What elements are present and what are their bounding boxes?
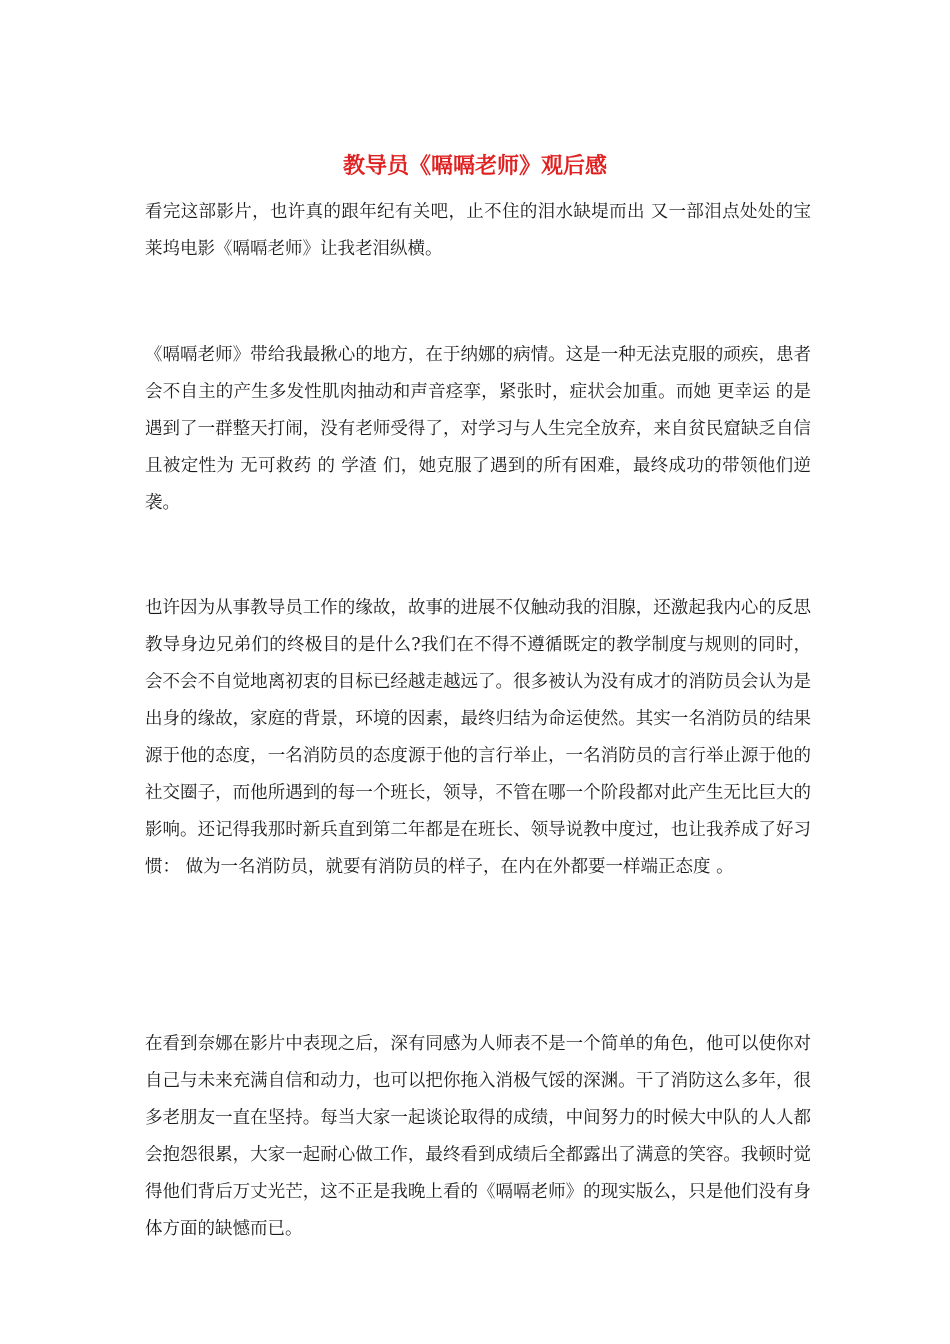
paragraph-3: 也许因为从事教导员工作的缘故，故事的进展不仅触动我的泪腺，还激起我内心的反思 教导身边兄弟们的终极目的是什么?我们在不得不遵循既定的教学制度与规则的同时，会不会不自觉地离初衷的目标已经越走越远了。很多被认为没有成才的消防员会认为是出身的缘故，家庭的背景，环境的因素，最终归结为命运使然。其实一名消防员的结果源于他的态度，一名消防员的态度源于他的言行举止，一名消防员的言行举止源于他的社交圈子，而他所遇到的每一个班长，领导，不管在哪一个阶段都对此产生无比巨大的影响。还记得我那时新兵直到第二年都是在班长、领导说教中度过，也让我养成了好习惯： 做为一名消防员，就要有消防员的样子，在内在外都要一样端正态度 。 <box>145 598 811 877</box>
paragraph-1: 看完这部影片，也许真的跟年纪有关吧，止不住的泪水缺堤而出 又一部泪点处处的宝莱坞电影《嗝嗝老师》让我老泪纵横。 <box>145 202 811 259</box>
paragraph-4: 在看到奈娜在影片中表现之后，深有同感为人师表不是一个简单的角色，他可以使你对自己与未来充满自信和动力，也可以把你拖入消极气馁的深渊。干了消防这么多年，很多老朋友一直在坚持。每当大家一起谈论取得的成绩，中间努力的时候大中队的人人都会抱怨很累，大家一起耐心做工作，最终看到成绩后全都露出了满意的笑容。我顿时觉得他们背后万丈光芒，这不正是我晚上看的《嗝嗝老师》的现实版么，只是他们没有身体方面的缺憾而已。 <box>145 1034 811 1239</box>
document-title: 教导员《嗝嗝老师》观后感 <box>342 154 607 179</box>
paragraph-2: 《嗝嗝老师》带给我最揪心的地方，在于纳娜的病情。这是一种无法克服的顽疾，患者会不自主的产生多发性肌肉抽动和声音痉挛，紧张时，症状会加重。而她 更幸运 的是遇到了一群整天打闹，没有老师受得了，对学习与人生完全放弃，来自贫民窟缺乏自信且被定性为 无可救药 的 学渣 们，她克服了遇到的所有困难，最终成功的带领他们逆袭。 <box>145 345 811 513</box>
